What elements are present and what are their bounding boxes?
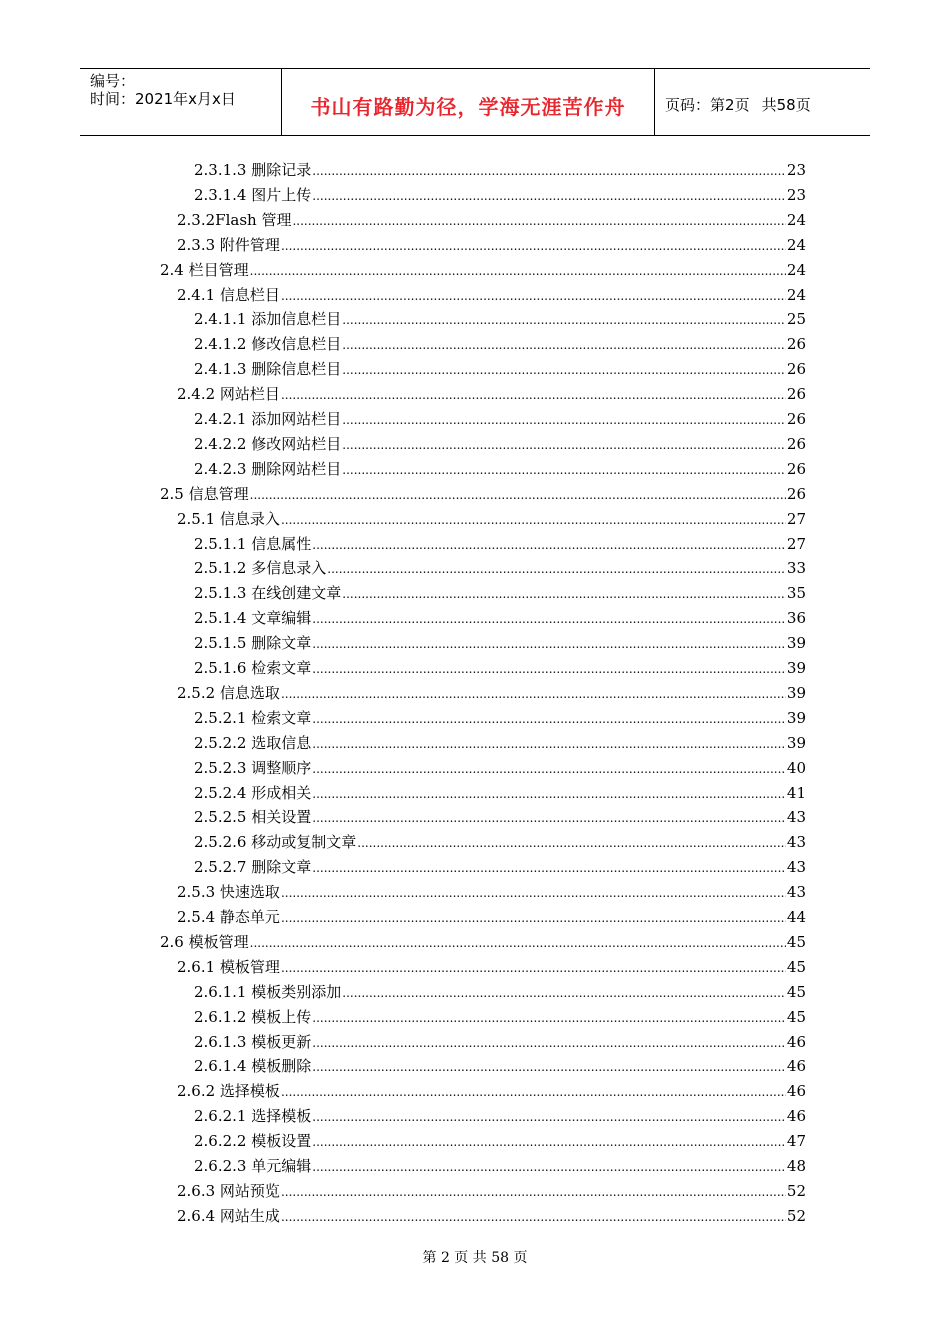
toc-entry[interactable] (177, 1179, 806, 1204)
toc-entry-title: 2.5.1.6 检索文章 (194, 659, 312, 677)
toc-entry[interactable] (194, 781, 806, 806)
toc-entry-title: 2.6.2 选择模板 (177, 1082, 280, 1101)
toc-dot-leader (342, 432, 786, 458)
toc-entry[interactable] (177, 233, 806, 258)
toc-entry-title: 2.5.2.4 形成相关 (194, 783, 312, 802)
toc-entry-page: 26 (786, 385, 806, 404)
toc-entry-title: 2.5 信息管理 (160, 484, 249, 503)
toc-entry-page: 27 (786, 534, 806, 553)
toc-entry-title: 2.5.2.6 移动或复制文章 (194, 833, 357, 852)
toc-entry[interactable] (194, 532, 806, 557)
toc-entry[interactable] (194, 1129, 806, 1154)
toc-entry-title: 2.4.1.3 删除信息栏目 (194, 360, 342, 379)
toc-entry-title: 2.4.1 信息栏目 (177, 285, 280, 304)
toc-entry-title: 2.4 栏目管理 (160, 260, 249, 279)
toc-entry-page: 43 (786, 833, 806, 852)
toc-entry-page: 43 (786, 858, 806, 877)
toc-dot-leader (312, 158, 786, 184)
toc-entry-page: 39 (786, 683, 806, 702)
toc-entry-page: 26 (786, 459, 806, 478)
toc-dot-leader (281, 283, 786, 309)
toc-entry[interactable] (194, 830, 806, 855)
toc-dot-leader (342, 581, 786, 607)
toc-entry-title: 2.6.2.1 选择模板 (194, 1107, 312, 1126)
toc-dot-leader (312, 1054, 786, 1080)
toc-entry[interactable] (194, 1054, 806, 1079)
toc-entry-page: 24 (786, 210, 806, 229)
toc-entry-title: 2.5.1.3 在线创建文章 (194, 584, 342, 603)
toc-entry[interactable] (177, 955, 806, 980)
toc-entry[interactable] (194, 183, 806, 208)
toc-entry-title: 2.5.1.4 文章编辑 (194, 609, 312, 628)
toc-entry[interactable] (177, 905, 806, 930)
toc-entry-page: 26 (786, 434, 806, 453)
header-info-cell (80, 69, 282, 135)
toc-dot-leader (250, 930, 786, 956)
toc-entry[interactable] (194, 1030, 806, 1055)
toc-entry-page: 39 (786, 708, 806, 727)
toc-dot-leader (342, 332, 786, 358)
toc-dot-leader (312, 532, 786, 558)
toc-entry[interactable] (177, 880, 806, 905)
toc-dot-leader (281, 681, 786, 707)
toc-entry-title: 2.5.2.3 调整顺序 (194, 758, 312, 777)
toc-dot-leader (292, 208, 785, 234)
toc-dot-leader (312, 1154, 786, 1180)
toc-entry[interactable] (194, 357, 806, 382)
toc-entry-page: 40 (786, 758, 806, 777)
toc-entry[interactable] (194, 556, 806, 581)
toc-entry-page: 46 (786, 1032, 806, 1051)
toc-dot-leader (342, 307, 786, 333)
toc-entry-page: 45 (786, 957, 806, 976)
toc-entry-title: 2.5.2.5 相关设置 (194, 808, 312, 827)
toc-entry-page: 45 (786, 932, 806, 951)
toc-entry-title: 2.4.2.3 删除网站栏目 (194, 459, 342, 478)
toc-entry-page: 48 (786, 1157, 806, 1175)
toc-entry-title: 2.6.2.3 单元编辑 (194, 1157, 312, 1175)
toc-entry-page: 45 (786, 1007, 806, 1026)
toc-entry-title: 2.5.1.5 删除文章 (194, 634, 312, 653)
toc-entry-title: 2.4.2.2 修改网站栏目 (194, 434, 342, 453)
toc-entry-page: 23 (786, 161, 806, 179)
toc-entry-page: 26 (786, 484, 806, 503)
toc-entry-title: 2.5.3 快速选取 (177, 883, 280, 902)
toc-entry[interactable] (194, 606, 806, 631)
page-header (80, 68, 870, 136)
toc-entry[interactable] (177, 382, 806, 407)
toc-entry-title: 2.6.1.2 模板上传 (194, 1007, 312, 1026)
page-total-unit: 页 (795, 96, 811, 114)
toc-entry-page: 27 (786, 509, 806, 528)
toc-entry-page: 24 (786, 235, 806, 254)
toc-entry-title: 2.5.2.1 检索文章 (194, 708, 312, 727)
toc-dot-leader (281, 880, 786, 906)
page-footer: 第 2 页 共 58 页 (422, 1250, 528, 1266)
toc-dot-leader (357, 830, 786, 856)
page-total-label: 共 (761, 96, 777, 114)
toc-entry[interactable] (194, 1154, 806, 1179)
toc-entry[interactable] (194, 1005, 806, 1030)
toc-entry-page: 25 (786, 310, 806, 329)
toc-entry[interactable] (194, 407, 806, 432)
toc-entry-title: 2.5.2.2 选取信息 (194, 733, 312, 752)
toc-dot-leader (281, 1179, 786, 1205)
toc-dot-leader (281, 507, 786, 533)
toc-entry-title: 2.6.1.1 模板类别添加 (194, 982, 342, 1001)
page-unit: 页 (734, 96, 750, 114)
header-page-info (665, 94, 811, 115)
toc-entry[interactable] (177, 1204, 806, 1229)
toc-entry-title: 2.5.2.7 删除文章 (194, 858, 312, 877)
toc-dot-leader (250, 258, 786, 284)
toc-entry-title: 2.6.4 网站生成 (177, 1206, 280, 1225)
toc-entry[interactable] (194, 332, 806, 357)
document-number-label: 编号： (90, 72, 136, 90)
toc-dot-leader (312, 606, 786, 632)
toc-entry-page: 26 (786, 410, 806, 428)
toc-dot-leader (281, 1079, 786, 1105)
toc-entry[interactable] (194, 656, 806, 681)
toc-dot-leader (281, 382, 786, 408)
toc-entry[interactable] (194, 158, 806, 183)
toc-dot-leader (342, 980, 786, 1006)
toc-entry-title: 2.5.1.1 信息属性 (194, 534, 312, 553)
toc-dot-leader (312, 1005, 786, 1031)
toc-entry-page: 33 (786, 559, 806, 578)
toc-entry-page: 46 (786, 1057, 806, 1076)
toc-dot-leader (312, 1030, 786, 1056)
toc-dot-leader (281, 1204, 786, 1230)
toc-entry[interactable] (194, 805, 806, 830)
toc-entry-page: 43 (786, 808, 806, 827)
toc-entry-page: 24 (786, 260, 806, 279)
document-time-label: 时间：2021年x月x日 (90, 90, 236, 108)
toc-entry-page: 45 (786, 982, 806, 1001)
toc-entry-page: 52 (786, 1206, 806, 1225)
toc-entry[interactable] (177, 1079, 806, 1104)
toc-entry-title: 2.6.1.3 模板更新 (194, 1032, 312, 1051)
toc-dot-leader (342, 457, 786, 483)
toc-entry-page: 44 (786, 908, 806, 926)
toc-dot-leader (312, 656, 786, 682)
toc-entry-title: 2.5.2 信息选取 (177, 683, 280, 702)
toc-dot-leader (327, 556, 786, 582)
toc-entry-title: 2.3.1.3 删除记录 (194, 161, 312, 179)
toc-entry-title: 2.6.2.2 模板设置 (194, 1132, 312, 1151)
toc-entry[interactable] (177, 283, 806, 308)
toc-entry-page: 24 (786, 285, 806, 304)
toc-dot-leader (312, 781, 786, 807)
toc-entry-page: 47 (786, 1132, 806, 1151)
toc-entry[interactable] (194, 432, 806, 457)
toc-entry-page: 43 (786, 883, 806, 902)
toc-entry[interactable] (194, 631, 806, 656)
toc-entry-title: 2.4.2.1 添加网站栏目 (194, 410, 342, 428)
toc-entry[interactable] (177, 681, 806, 706)
toc-entry-page: 35 (786, 584, 806, 603)
toc-entry-page: 36 (786, 609, 806, 628)
toc-entry-page: 39 (786, 634, 806, 653)
toc-dot-leader (342, 357, 786, 383)
toc-entry-title: 2.6.1.4 模板删除 (194, 1057, 312, 1076)
toc-dot-leader (312, 756, 786, 782)
page-total: 58 (776, 96, 796, 114)
page-current: 2 (725, 96, 735, 114)
toc-entry-title: 2.6.3 网站预览 (177, 1181, 280, 1200)
toc-entry[interactable] (177, 208, 806, 233)
toc-entry-page: 23 (786, 185, 806, 204)
toc-entry[interactable] (194, 1104, 806, 1129)
toc-entry-title: 2.4.1.2 修改信息栏目 (194, 335, 342, 354)
toc-entry-page: 52 (786, 1181, 806, 1200)
toc-entry[interactable] (194, 581, 806, 606)
toc-entry-page: 46 (786, 1082, 806, 1101)
toc-entry-page: 26 (786, 335, 806, 354)
toc-entry-page: 39 (786, 733, 806, 752)
toc-entry[interactable] (194, 307, 806, 332)
toc-entry-title: 2.3.3 附件管理 (177, 235, 280, 254)
toc-entry-title: 2.6.1 模板管理 (177, 957, 280, 976)
toc-entry[interactable] (194, 756, 806, 781)
header-motto-cell (282, 69, 655, 135)
toc-dot-leader (342, 407, 786, 433)
header-page-cell (655, 69, 870, 135)
header-motto: 书山有路勤为径，学海无涯苦作舟 (310, 95, 626, 119)
toc-entry-title: 2.5.4 静态单元 (177, 908, 280, 926)
toc-entry[interactable] (194, 731, 806, 756)
toc-dot-leader (312, 1104, 786, 1130)
toc-dot-leader (281, 233, 786, 259)
toc-dot-leader (312, 731, 786, 757)
toc-entry[interactable] (194, 457, 806, 482)
page-label: 页码：第 (665, 96, 726, 114)
toc-entry[interactable] (194, 855, 806, 880)
toc-entry[interactable] (160, 258, 806, 283)
toc-dot-leader (312, 805, 786, 831)
toc-entry-title: 2.5.1 信息录入 (177, 509, 280, 528)
toc-dot-leader (312, 631, 786, 657)
toc-dot-leader (281, 905, 786, 931)
toc-dot-leader (312, 183, 786, 209)
toc-entry[interactable] (194, 980, 806, 1005)
toc-dot-leader (312, 855, 786, 881)
toc-entry[interactable] (160, 482, 806, 507)
toc-dot-leader (312, 706, 786, 732)
toc-entry-title: 2.4.2 网站栏目 (177, 385, 280, 404)
toc-entry[interactable] (177, 507, 806, 532)
toc-dot-leader (281, 955, 786, 981)
toc-entry-title: 2.6 模板管理 (160, 932, 249, 951)
toc-entry-title: 2.3.2Flash 管理 (177, 210, 292, 229)
toc-entry[interactable] (160, 930, 806, 955)
toc-entry-page: 26 (786, 360, 806, 379)
toc-entry-title: 2.4.1.1 添加信息栏目 (194, 310, 342, 329)
toc-entry-title: 2.3.1.4 图片上传 (194, 185, 312, 204)
toc-dot-leader (250, 482, 786, 508)
toc-entry-title: 2.5.1.2 多信息录入 (194, 559, 327, 578)
toc-entry[interactable] (194, 706, 806, 731)
toc-entry-page: 41 (786, 783, 806, 802)
toc-entry-page: 39 (786, 659, 806, 677)
toc-entry-page: 46 (786, 1107, 806, 1126)
toc-dot-leader (312, 1129, 786, 1155)
